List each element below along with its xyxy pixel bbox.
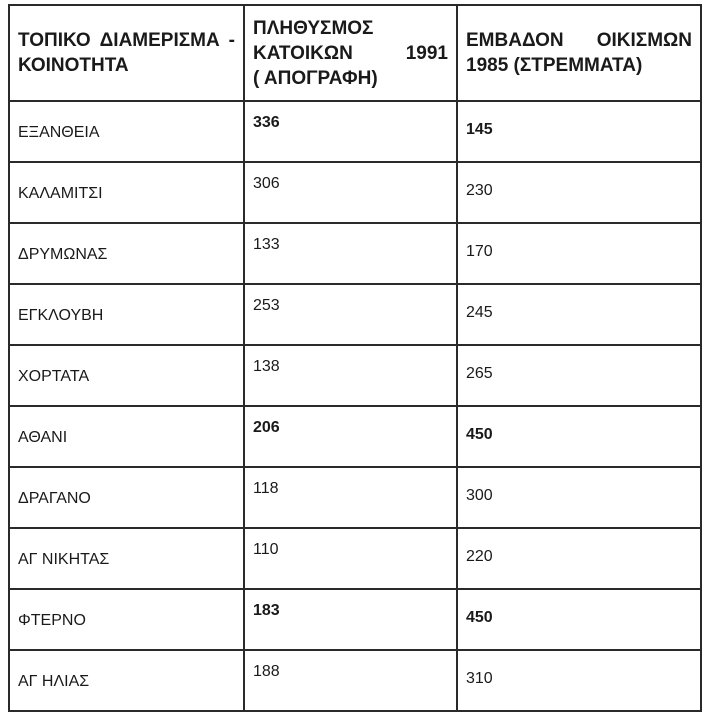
table-row	[9, 101, 701, 162]
header-row	[9, 5, 701, 101]
area-value: 230	[457, 162, 701, 223]
area-value: 170	[457, 223, 701, 284]
header-text: ΠΛΗΘΥΣΜΟΣ	[253, 17, 374, 39]
header-text: ΚΑΤΟΙΚΩΝ	[253, 42, 353, 64]
header-line	[253, 16, 448, 41]
table-row	[9, 467, 701, 528]
header-text: -	[228, 30, 235, 51]
table-row	[9, 528, 701, 589]
header-text: ΟΙΚΙΣΜΩΝ	[596, 30, 692, 51]
settlement-name: ΑΓ ΗΛΙΑΣ	[9, 650, 244, 711]
header-cell-population	[244, 5, 457, 101]
header-line	[466, 28, 692, 53]
header-cell-district	[9, 5, 244, 101]
area-value: 245	[457, 284, 701, 345]
settlement-name: ΔΡΑΓΑΝΟ	[9, 467, 244, 528]
area-value: 265	[457, 345, 701, 406]
header-text: 1991	[405, 42, 448, 64]
table-row	[9, 650, 701, 711]
population-value: 206	[244, 406, 457, 467]
area-value: 310	[457, 650, 701, 711]
header-line	[466, 53, 692, 78]
settlement-name: ΕΓΚΛΟΥΒΗ	[9, 284, 244, 345]
population-value: 110	[244, 528, 457, 589]
settlement-name: ΚΑΛΑΜΙΤΣΙ	[9, 162, 244, 223]
area-value: 145	[457, 101, 701, 162]
population-value: 118	[244, 467, 457, 528]
header-line	[253, 41, 448, 66]
settlement-name: ΑΘΑΝΙ	[9, 406, 244, 467]
settlement-name: ΧΟΡΤΑΤΑ	[9, 345, 244, 406]
area-value: 450	[457, 406, 701, 467]
area-value: 450	[457, 589, 701, 650]
settlement-name: ΕΞΑΝΘΕΙΑ	[9, 101, 244, 162]
header-text: ΕΜΒΑΔΟΝ	[466, 30, 564, 51]
settlement-name: ΦΤΕΡΝΟ	[9, 589, 244, 650]
settlement-name: ΔΡΥΜΩΝΑΣ	[9, 223, 244, 284]
header-line	[18, 53, 235, 78]
header-cell-area	[457, 5, 701, 101]
settlement-name: ΑΓ ΝΙΚΗΤΑΣ	[9, 528, 244, 589]
header-text: 1985 (ΣΤΡΕΜΜΑΤΑ)	[466, 55, 643, 76]
table-row	[9, 162, 701, 223]
header-text: ΤΟΠΙΚΟ	[18, 30, 91, 51]
table-row	[9, 223, 701, 284]
area-value: 220	[457, 528, 701, 589]
population-value: 306	[244, 162, 457, 223]
header-text: ΚΟΙΝΟΤΗΤΑ	[18, 55, 129, 76]
population-value: 133	[244, 223, 457, 284]
header-text: ΔΙΑΜΕΡΙΣΜΑ	[99, 30, 220, 51]
population-value: 183	[244, 589, 457, 650]
table-row	[9, 589, 701, 650]
population-value: 138	[244, 345, 457, 406]
area-value: 300	[457, 467, 701, 528]
header-line	[253, 66, 448, 91]
settlements-table	[8, 4, 702, 712]
table-row	[9, 406, 701, 467]
population-value: 188	[244, 650, 457, 711]
table-row	[9, 345, 701, 406]
header-text: ( ΑΠΟΓΡΑΦΗ)	[253, 67, 378, 89]
population-value: 336	[244, 101, 457, 162]
population-value: 253	[244, 284, 457, 345]
header-line	[18, 28, 235, 53]
table-row	[9, 284, 701, 345]
